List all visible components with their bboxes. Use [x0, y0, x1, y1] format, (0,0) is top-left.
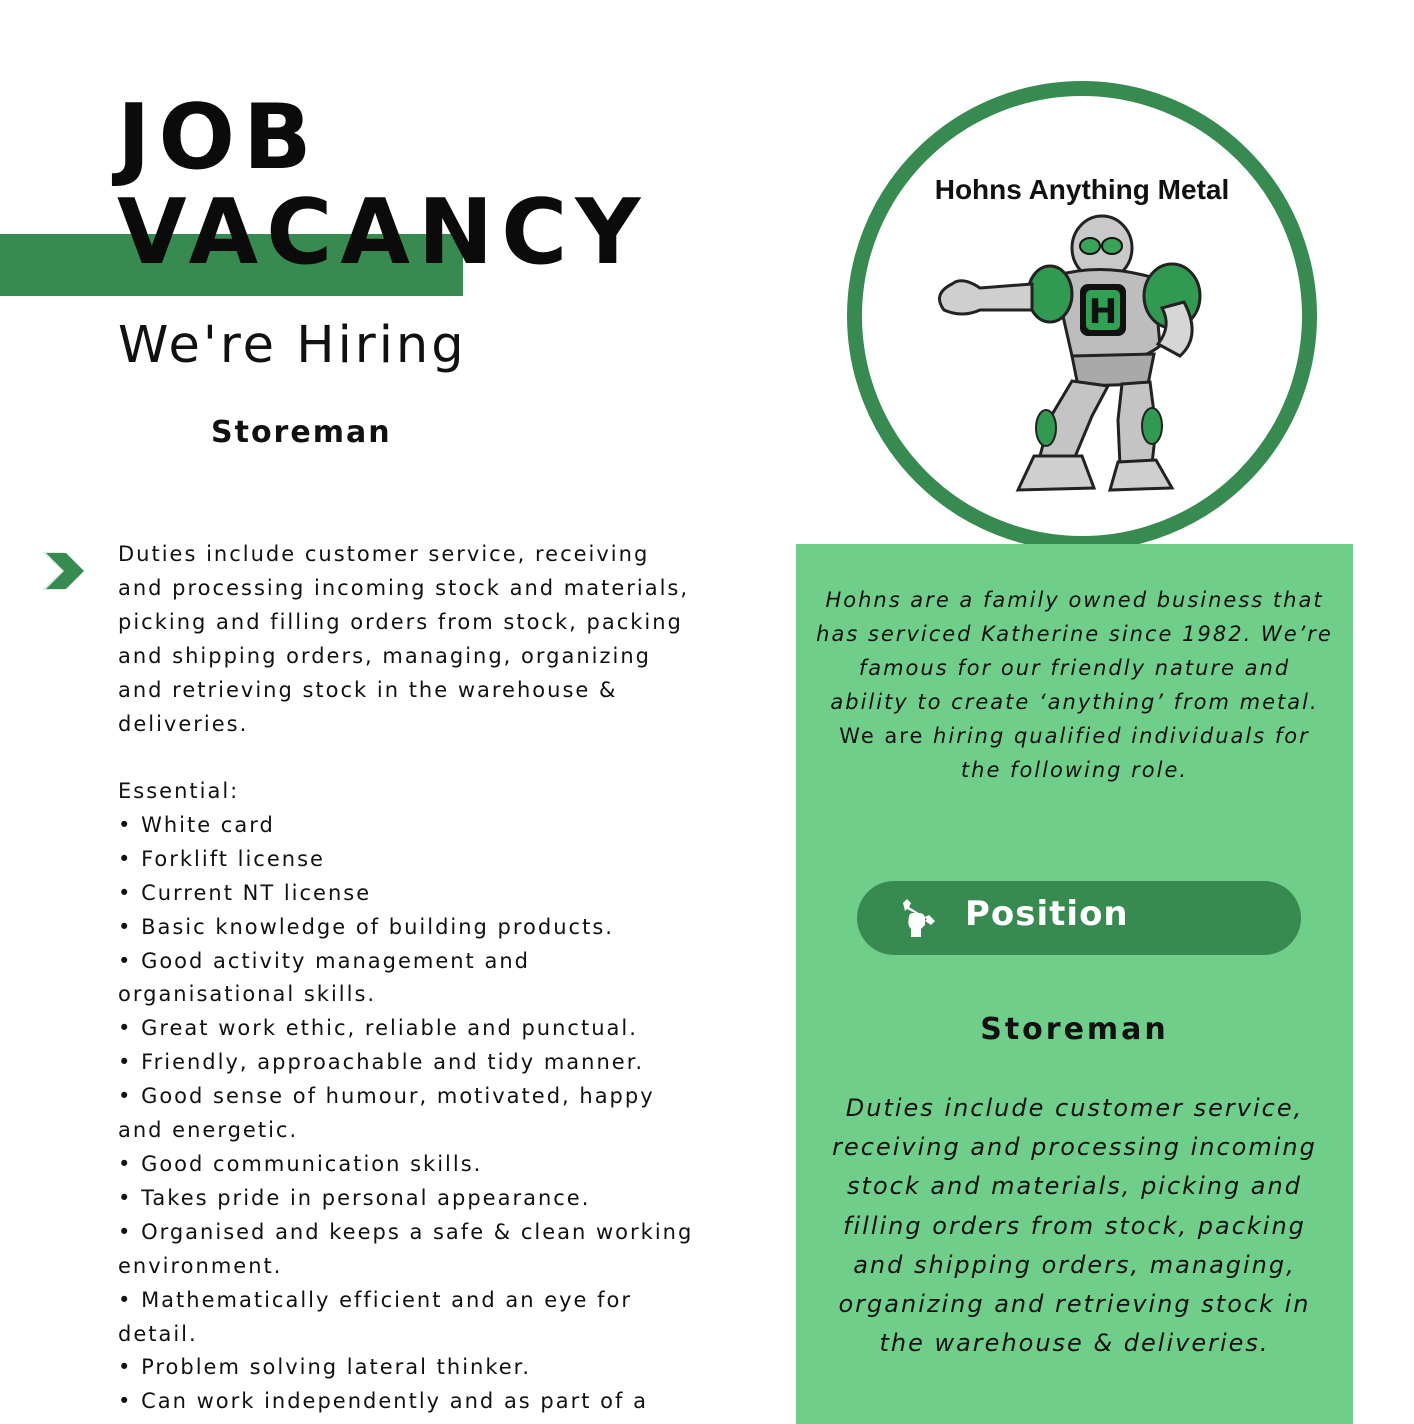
position-duties: Duties include customer service, receiving and processing incoming stock and materials, picking and filling orders from stock, packing and shipping orders, managing, organizing and retrieving stock in the warehouse & deliveries.	[832, 1094, 1317, 1358]
essential-item: • White card	[118, 809, 698, 843]
chevron-right-icon	[40, 550, 86, 592]
company-logo	[847, 81, 1317, 551]
essential-item: • Problem solving lateral thinker.	[118, 1351, 698, 1385]
essential-item: • Basic knowledge of building products.	[118, 911, 698, 945]
info-panel	[796, 544, 1353, 1424]
intro-hiring: hiring qualified individuals for the following role.	[933, 723, 1310, 782]
essential-item: • Takes pride in personal appearance.	[118, 1182, 698, 1216]
essential-item: • Friendly, approachable and tidy manner.	[118, 1046, 698, 1080]
duties-description: Duties include customer service, receiving and processing incoming stock and materials, picking and filling orders from stock, packing and shipping orders, managing, organizing and retrieving stock in the warehouse & deliveries.	[118, 542, 690, 736]
essential-item: • Good communication skills.	[118, 1148, 698, 1182]
position-label: Position	[965, 894, 1129, 934]
essential-item: • Good sense of humour, motivated, happy and energetic.	[118, 1080, 698, 1148]
headline-vacancy: VACANCY	[117, 180, 649, 285]
essential-item: • Mathematically efficient and an eye for detail.	[118, 1284, 698, 1352]
essential-item: • Great work ethic, reliable and punctual.	[118, 1012, 698, 1046]
essential-item: • Current NT license	[118, 877, 698, 911]
essential-item: • Organised and keeps a safe & clean working environment.	[118, 1216, 698, 1284]
position-banner	[857, 881, 1301, 955]
company-name: Hohns Anything Metal	[934, 174, 1230, 205]
position-role: Storeman	[980, 1012, 1169, 1047]
essential-heading: Essential:	[118, 779, 240, 803]
essential-list	[118, 809, 698, 1419]
hand-wrench-icon	[895, 895, 939, 939]
intro-lead: We are	[839, 723, 934, 748]
svg-text:H: H	[1088, 292, 1118, 332]
hiring-subtitle: We're Hiring	[118, 316, 467, 375]
company-intro	[816, 584, 1333, 787]
robot-mascot-icon	[922, 206, 1242, 506]
essential-item: • Can work independently and as part of a	[118, 1385, 698, 1419]
headline-job: JOB	[117, 85, 320, 190]
essential-section	[118, 775, 698, 1419]
essential-item: • Forklift license	[118, 843, 698, 877]
intro-text: Hohns are a family owned business that has serviced Katherine since 1982. We’re famous for our friendly nature and ability to create ‘anything’ from metal.	[816, 588, 1333, 714]
essential-item: • Good activity management and organisational skills.	[118, 945, 698, 1013]
role-title: Storeman	[211, 415, 392, 450]
